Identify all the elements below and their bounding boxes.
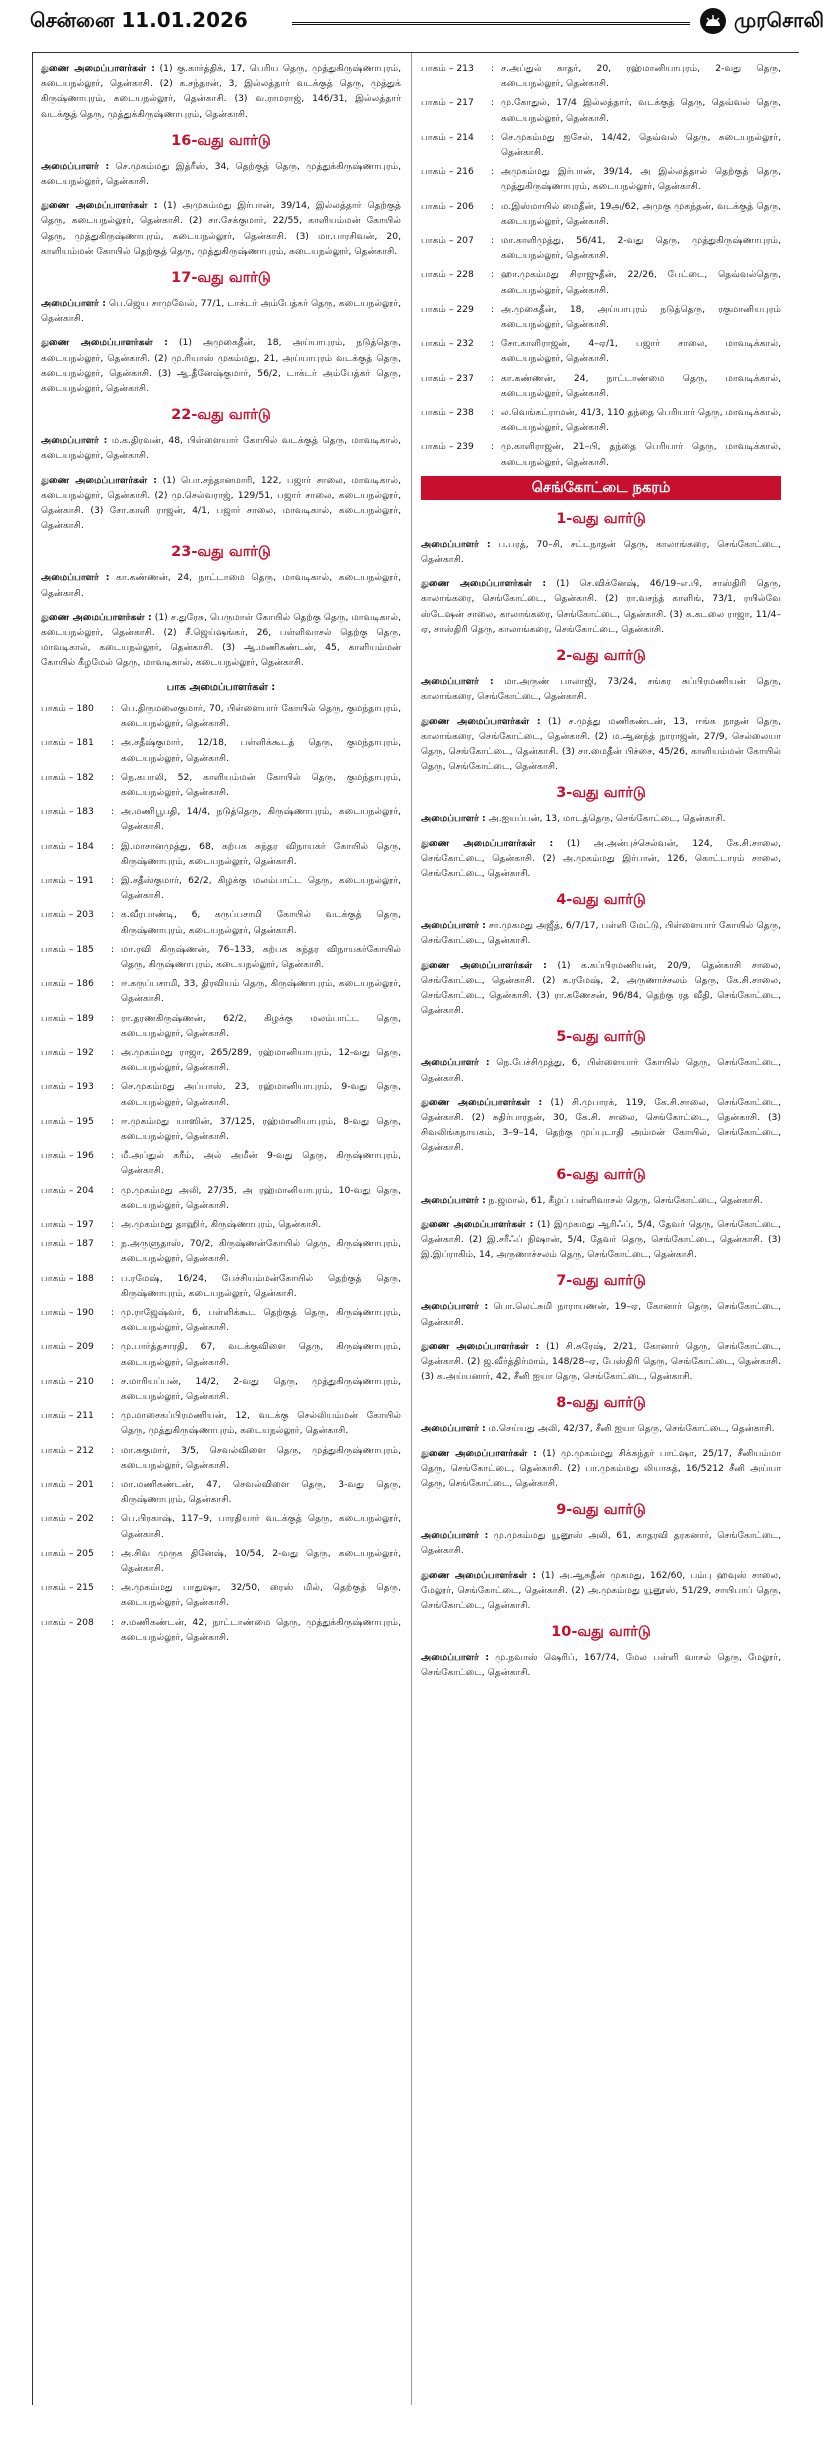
booth-row: [421, 405, 781, 435]
rising-sun-logo-icon: [700, 8, 726, 34]
appointee-entry: [41, 610, 401, 671]
booth-appointee: மா.ரவி கிருஷ்ணன், 76–133, கற்பக சுந்தர விநாயகர்கோயில் தெரு, கிருஷ்ணாபுரம், கடையநல்லூர், தென்காசி.: [121, 943, 401, 970]
appointee-details: (1) ச.முத்து மணிகண்டன், 13, ஈங்க நாதன் தெரு, காலாங்கரை, செங்கோட்டை, தென்காசி. (2) ம.ஆனந்த் நாராஜன், 27/9, செல்லையா தெரு, செங்கோட்டை, தென்காசி. (3) சா.மைதீன் பிச்சை, 45/26, காளியம்மன் கோயில் தெரு, செங்கோட்டை, தென்காசி.: [421, 715, 782, 773]
appointee-entry: [421, 1055, 781, 1085]
booth-appointee: ஹா.முகம்மது சிராஜுதீன், 22/26, பேட்டை, தெவ்வல்தெரு, கடையநல்லூர், தென்காசி.: [501, 269, 781, 296]
role-label: அமைப்பாளர் :: [421, 1423, 486, 1435]
booth-separator: :: [491, 441, 495, 453]
booth-appointee: சோ.காளிராஜன், 4–ஏ/1, பஜார் சாலை, மாவடிக்கால், கடையநல்லூர், தென்காசி.: [501, 338, 781, 365]
ward-heading: 3-வது வார்டு: [556, 785, 646, 802]
appointee-entry: [421, 714, 781, 775]
left-column: [41, 61, 401, 1649]
role-label: துணை அமைப்பாளர்கள் :: [41, 474, 157, 486]
booth-appointee: ல.வெங்கட்ராமன், 41/3, 110 தந்தை பெரியார் தெரு, மாவடிக்கால், கடையநல்லூர், தென்காசி.: [501, 407, 781, 434]
appointee-entry: [41, 159, 401, 189]
booth-row: [41, 1546, 401, 1576]
role-label: அமைப்பாளர் :: [41, 572, 110, 584]
booth-separator: :: [111, 1513, 115, 1525]
role-label: அமைப்பாளர் :: [421, 813, 486, 825]
booth-row: [41, 735, 401, 765]
city-date: சென்னை 11.01.2026: [30, 8, 248, 32]
booth-appointee: மா.மணிகண்டன், 47, செவல்விளை தெரு, 3-வது தெரு, கிருஷ்ணாபுரம், தென்காசி.: [121, 1479, 401, 1506]
booth-number: பாகம் – 185: [41, 943, 94, 955]
booth-separator: :: [491, 372, 495, 384]
booth-appointee: அ.முகம்மது பாதுஷா, 32/50, ரைஸ் மில், தெற்குத் தெரு, கடையநல்லூர், தென்காசி.: [121, 1582, 401, 1609]
appointee-entry: [421, 674, 781, 704]
role-label: துணை அமைப்பாளர்கள் :: [41, 63, 155, 74]
appointee-entry: [421, 1568, 781, 1614]
appointee-details: (1) செ.விக்னேஷ், 46/19–எ.பி, சாஸ்திரி தெரு, காலாங்கரை, செங்கோட்டை, தென்காசி. (2) ரா.வசந்த் காளிங், 73/1, ரயில்வே ஸ்டேஷன் சாலை, காலாங்கரை, செங்கோட்டை, தென்காசி. (3) க.கடலை ராஜா, 11/4–ஏ, சாஸ்திரி தெரு, காலாங்கரை, செங்கோட்டை, தென்காசி.: [421, 578, 782, 635]
role-label: அமைப்பாளர் :: [41, 160, 110, 172]
booth-row: [41, 1443, 401, 1473]
booth-number: பாகம் – 196: [41, 1150, 94, 1162]
booth-number: பாகம் – 201: [41, 1479, 94, 1491]
appointee-entry: [421, 1421, 781, 1436]
booth-separator: :: [111, 1218, 115, 1230]
booth-row: [41, 1217, 401, 1232]
appointee-entry: [421, 1339, 781, 1385]
booth-number: பாகம் – 210: [41, 1375, 94, 1387]
booth-separator: :: [491, 269, 495, 281]
appointee-details: சா.முகமது அஜீத், 6/7/17, பள்ளி மேட்டு, பிள்ளையார் கோயில் தெரு, செங்கோட்டை, தென்காசி.: [421, 920, 782, 947]
booth-row: [41, 839, 401, 869]
booth-number: பாகம் – 211: [41, 1410, 94, 1422]
booth-appointee: இ.மாசானமுத்து, 68, கற்பக சுந்தர விநாயகர் கோயில் தெரு, கிருஷ்ணாபுரம், கடையநல்லூர், தென்காசி.: [121, 840, 401, 867]
appointee-details: (1) மு.முகம்மது சிக்கந்தர் பாட்ஷா, 25/17, சீனியம்மா தெரு, செங்கோட்டை, தென்காசி. (2) பா.முகம்மது லியாகத், 16/5212 சீனி அய்யா தெரு, செங்கோட்டை, தென்காசி.: [421, 1447, 782, 1489]
appointee-details: பெ.ஜெய சாமுவேல், 77/1, டாக்டர் அம்பேத்கர் தெரு, கடையநல்லூர், தென்காசி.: [41, 298, 402, 325]
booth-number: பாகம் – 181: [41, 737, 94, 749]
ward-heading: 6-வது வார்டு: [556, 1166, 646, 1183]
booth-appointee: அ.சதீஷ்குமார், 12/18, பள்ளிக்கூடத் தெரு, குமந்தாபுரம், கடையநல்லூர், தென்காசி.: [121, 737, 401, 764]
column-divider: [411, 53, 412, 2405]
booth-number: பாகம் – 206: [421, 200, 474, 212]
booth-appointee: அமுகம்மது இர்பான், 39/14, அ இல்லத்தால் தெற்குத் தெரு, முத்துகிருஷ்ணாபுரம், கடையநல்லூர், தென்காசி.: [501, 166, 781, 193]
booth-separator: :: [491, 407, 495, 419]
appointee-details: (1) இமுகமது ஆரிஃப், 5/4, தேவர் தெரு, செங்கோட்டை, தென்காசி. (2) இ.சரீஃப் நிஷான், 5/4, தேவர் தெரு, செங்கோட்டை, தென்காசி. (3) இ.இப்ராகிம், 14, அருணாச்சலம் தெரு, செங்கோட்டை, தென்காசி.: [421, 1218, 781, 1261]
appointee-details: ப.பரத், 70–சி, சட்டநாதன் தெரு, காலாங்கரை, செங்கோட்டை, தென்காசி.: [421, 538, 782, 566]
appointee-entry: [421, 1446, 781, 1492]
booth-separator: :: [111, 1444, 115, 1456]
role-label: அமைப்பாளர் :: [421, 1194, 486, 1206]
appointee-details: நெ.பேச்சிமுத்து, 6, பிள்ளையார் கோயில் தெரு, செங்கோட்டை, தென்காசி.: [421, 1057, 782, 1084]
appointee-entry: [421, 811, 781, 826]
appointee-details: மு.முகம்மது யூனூஸ் அலி, 61, காதரவி தரகனார், செங்கோட்டை, தென்காசி.: [421, 1530, 781, 1557]
booth-separator: :: [111, 1012, 115, 1024]
booth-number: பாகம் – 208: [41, 1616, 94, 1628]
booth-number: பாகம் – 189: [41, 1012, 94, 1024]
booth-separator: :: [111, 1410, 115, 1422]
role-label: துணை அமைப்பாளர்கள் :: [421, 1340, 540, 1352]
booth-row: [421, 95, 781, 125]
booth-separator: :: [111, 1479, 115, 1491]
booth-number: பாகம் – 238: [421, 407, 474, 419]
booth-row: [41, 1477, 401, 1507]
booth-row: [41, 1183, 401, 1213]
booth-appointee: செ.முகம்மது அப்பாஸ், 23, ரஹ்மானியாபுரம், 9-வது தெரு, கடையநல்லூர், தென்காசி.: [121, 1081, 401, 1108]
booth-number: பாகம் – 186: [41, 978, 94, 990]
ward-heading: 8-வது வார்டு: [556, 1395, 646, 1412]
booth-separator: :: [491, 235, 495, 247]
booth-number: பாகம் – 197: [41, 1218, 94, 1230]
appointee-entry: [41, 433, 401, 463]
appointee-entry: [421, 918, 781, 948]
appointee-entry: [421, 1299, 781, 1329]
booth-appointee: கா.கண்ணன், 24, நாட்டாண்மை தெரு, மாவடிக்கால், கடையநல்லூர், தென்காசி.: [501, 372, 781, 399]
booth-appointee: மு.மாசைகப்பிரமணியன், 12, வடக்கு செல்லியம்மன் கோயில் தெரு, முத்துகிருஷ்ணாபுரம், கடையநல்லூர், தென்காசி.: [121, 1410, 401, 1437]
booth-appointee: மா.சுகுமார், 3/5, செவல்விளை தெரு, முத்துகிருஷ்ணாபுரம், கடையநல்லூர், தென்காசி.: [121, 1444, 401, 1471]
booth-separator: :: [491, 166, 495, 178]
booth-row: [41, 1615, 401, 1645]
appointee-entry: [41, 198, 401, 259]
booth-number: பாகம் – 214: [421, 131, 474, 143]
booth-number: பாகம் – 232: [421, 338, 474, 350]
role-label: துணை அமைப்பாளர்கள் :: [421, 1447, 537, 1459]
appointee-details: (1) அ.ஆசுதீன் முகமது, 162/60, பம்பு ஹவுஸ் சாலை, மேலூர், செங்கோட்டை, தென்காசி. (2) அ.முகம்மது யூனூஸ், 51/29, சாயிபாப் தெரு, செங்கோட்டை, தென்காசி.: [421, 1569, 782, 1612]
booth-separator: :: [111, 1375, 115, 1387]
booth-row: [41, 804, 401, 834]
booth-appointee: க.வீரபாண்டி, 6, கருப்பசாமி கோயில் வடக்குத் தெரு, கிருஷ்ணாபுரம், கடையநல்லூர், தென்காசி.: [121, 909, 401, 936]
booth-separator: :: [491, 303, 495, 315]
booth-number: பாகம் – 195: [41, 1115, 94, 1127]
appointee-details: கா.கண்ணன், 24, நாட்டாமை தெரு, மாவடிகால், கடையநல்லூர், தென்காசி.: [41, 572, 401, 599]
booth-separator: :: [111, 978, 115, 990]
appointee-details: ம.க.திரவன், 48, பிள்ளையார் கோயில் வடக்குத் தெரு, மாவடிகால், கடையநல்லூர், தென்காசி.: [41, 435, 402, 462]
booth-separator: :: [111, 840, 115, 852]
booth-row: [41, 1408, 401, 1438]
booth-separator: :: [111, 1238, 115, 1250]
role-label: துணை அமைப்பாளர்கள் :: [421, 1218, 534, 1230]
booth-number: பாகம் – 180: [41, 702, 94, 714]
booth-row: [41, 770, 401, 800]
ward-heading: 9-வது வார்டு: [556, 1502, 646, 1519]
booth-appointee: நெ.கபாலி, 52, காளியம்மன் கோயில் தெரு, குமந்தாபுரம், கடையநல்லூர், தென்காசி.: [121, 771, 401, 798]
booth-row: [41, 1374, 401, 1404]
booth-appointee: அ.முகைதீன், 18, அய்யாபுரம் நடுத்தெரு, ரகுமானியபுரம் கடையநல்லூர், தென்காசி.: [501, 303, 781, 331]
booth-number: பாகம் – 239: [421, 441, 474, 453]
booth-appointee: செ.முகம்மது ஐசேல், 14/42, தெவ்வல் தெரு, கடையநல்லூர், தென்காசி.: [501, 131, 781, 159]
announcement-sheet: [32, 52, 799, 2405]
appointee-details: ம.செய்யது அலி, 42/37, சீனி ஐயா தெரு, செங்கோட்டை, தென்காசி.: [488, 1423, 775, 1435]
appointee-details: (1) அ.அன்புச்செல்வன், 124, கே.சி.சாலை, செங்கோட்டை, தென்காசி. (2) அ.முகம்மது இர்பான், 126, கொட்டாரம் சாலை, செங்கோட்டை, தென்காசி.: [421, 837, 781, 879]
booth-separator: :: [111, 1341, 115, 1353]
appointee-entry: [41, 570, 401, 600]
ward-heading: 16-வது வார்டு: [171, 132, 271, 149]
booth-appointee: ச.மாரியப்பன், 14/2, 2-வது தெரு, முத்துகிருஷ்ணாபுரம், கடையநல்லூர், தென்காசி.: [121, 1375, 401, 1403]
booth-separator: :: [111, 771, 115, 783]
role-label: அமைப்பாளர் :: [41, 435, 108, 447]
role-label: துணை அமைப்பாளர்கள் :: [421, 715, 541, 727]
booth-appointee: ச.அப்துல் காதர், 20, ரஹ்மானியாபுரம், 2-வது தெரு, கடையநல்லூர், தென்காசி.: [501, 63, 781, 90]
right-column: [421, 61, 781, 1690]
booth-row: [41, 1271, 401, 1301]
booth-separator: :: [111, 874, 115, 886]
booth-row: [421, 233, 781, 263]
ward-heading: 5-வது வார்டு: [556, 1029, 646, 1046]
booth-appointee: ம.இஸ்மாயில் மைதீன், 19அ/62, அமுகு முகந்தன், வடக்குத் தெரு, கடையநல்லூர், தென்காசி.: [501, 200, 781, 227]
booth-row: [41, 1305, 401, 1335]
role-label: துணை அமைப்பாளர்கள் :: [41, 611, 152, 623]
booth-appointee: மு.கோதுல், 17/4 இல்லத்தார், வடக்குத் தெரு, தெவ்வல் தெரு, கடையநல்லூர், தென்காசி.: [501, 97, 781, 124]
booth-appointee: அ.மணிபூபதி, 14/4, நடுத்தெரு, கிருஷ்ணாபுரம், கடையநல்லூர், தென்காசி.: [121, 806, 401, 833]
booth-number: பாகம் – 203: [41, 909, 94, 921]
booth-appointee: ந.அருளுதாஸ், 70/2, கிருஷ்ணன்கோயில் தெரு, கிருஷ்ணாபுரம், கடையநல்லூர், தென்காசி.: [121, 1238, 401, 1265]
booth-row: [41, 976, 401, 1006]
booth-appointee: பெ.திருமலைகுமார், 70, பிள்ளையார் கோயில் தெரு, குமந்தாபுரம், கடையநல்லூர், தென்காசி.: [121, 702, 401, 730]
ward-heading: 10-வது வார்டு: [551, 1624, 651, 1641]
ward-heading: 4-வது வார்டு: [556, 892, 646, 909]
booth-row: [421, 130, 781, 160]
booth-row: [41, 1511, 401, 1541]
booth-number: பாகம் – 237: [421, 372, 474, 384]
appointee-entry: [421, 537, 781, 567]
booth-separator: :: [111, 1184, 115, 1196]
appointee-details: பொ.லெட்சுமி நாராயணன், 19–ஏ, கோனார் தெரு, செங்கோட்டை, தென்காசி.: [421, 1301, 782, 1328]
booth-number: பாகம் – 182: [41, 771, 94, 783]
role-label: அமைப்பாளர் :: [421, 676, 494, 688]
booth-number: பாகம் – 190: [41, 1307, 94, 1318]
booth-appointee: ச.மணிகண்டன், 42, நாட்டாண்மை தெரு, முத்துக்கிருஷ்ணாபுரம், கடையநல்லூர், தென்காசி.: [121, 1616, 401, 1643]
appointee-details: (1) ச.துரேசு, பெருமாள் கோயில் தெற்கு தெரு, மாவடிகால், கடையநல்லூர், தென்காசி. (2) சீ.ஜெய்ஷங்கர், 26, பள்ளிவாசல் தெற்கு தெரு, மாவடிகால், கடையநல்லூர், தென்காசி. (3) ஆ.மணிகண்டன், 45, காளியம்மன் கோயில் கீழமேல் தெரு, மாவடிகால், கடையநல்லூர், தென்காசி.: [41, 611, 402, 669]
booth-number: பாகம் – 183: [41, 806, 94, 818]
ward-heading: 22-வது வார்டு: [171, 407, 271, 424]
booth-row: [41, 873, 401, 903]
booth-separator: :: [111, 1616, 115, 1628]
booth-row: [421, 371, 781, 401]
appointee-details: (1) க.கப்பிரமணியன், 20/9, தென்காசி சாலை, செங்கோட்டை, தென்காசி. (2) க.ரமேஷ், 2, அருணாச்சலம் தெரு, கே.சி.சாலை, செங்கோட்டை, தென்காசி. (3) ரா.கணேசன், 96/84, தெற்கு ரத வீதி, செங்கோட்டை, தென்காசி.: [421, 959, 781, 1017]
booth-separator: :: [491, 131, 495, 143]
role-label: அமைப்பாளர் :: [41, 298, 106, 310]
booth-separator: :: [111, 1081, 115, 1093]
booth-appointee: ஈ.கருப்பசாமி, 33, திரவியம் தெரு, கிருஷ்ணாபுரம், கடையநல்லூர், தென்காசி.: [121, 978, 401, 1005]
appointee-entry: [41, 473, 401, 534]
role-label: துணை அமைப்பாளர்கள் :: [41, 337, 168, 349]
booth-separator: :: [491, 338, 495, 350]
appointee-entry: [421, 1528, 781, 1558]
booth-row: [421, 199, 781, 229]
booth-appointee: மு.பார்த்தசாரதி, 67, வடக்குவிளை தெரு, கிருஷ்ணாபுரம், கடையநல்லூர், தென்காசி.: [121, 1341, 401, 1368]
booth-row: [41, 1236, 401, 1266]
role-label: துணை அமைப்பாளர்கள் :: [421, 1569, 537, 1581]
booth-separator: :: [111, 737, 115, 749]
masthead: [0, 0, 824, 44]
appointee-details: (1) பொ.சந்தானமாரி, 122, பஜார் சாலை, மாவடிகால், கடையநல்லூர், தென்காசி. (2) மு.செல்வராஜ், 129/51, பஜார் சாலை, கடையநல்லூர், தென்காசி. (3) சோ.காளி ராஜன், 4/1, பஜார் சாலை, மாவடிகால், கடையநல்லூர், தென்காசி.: [41, 474, 402, 532]
role-label: அமைப்பாளர் :: [421, 1057, 490, 1069]
ward-heading: 23-வது வார்டு: [171, 544, 271, 561]
appointee-details: மா.அருண் பாலாஜி, 73/24, சங்கர சுப்பிரமணியன் தெரு, காலாங்கரை, செங்கோட்டை, தென்காசி.: [421, 676, 781, 703]
booth-separator: :: [111, 806, 115, 818]
appointee-entry: [421, 958, 781, 1019]
ward-heading: 17-வது வார்டு: [171, 270, 271, 287]
appointee-entry: [421, 836, 781, 882]
booth-number: பாகம் – 209: [41, 1341, 94, 1353]
role-label: அமைப்பாளர் :: [421, 1530, 489, 1542]
booth-number: பாகம் – 228: [421, 269, 474, 281]
booth-row: [41, 1148, 401, 1178]
booth-separator: :: [111, 1582, 115, 1594]
booth-separator: :: [111, 1046, 115, 1058]
role-label: அமைப்பாளர் :: [421, 1301, 489, 1313]
booth-number: பாகம் – 215: [41, 1582, 94, 1594]
role-label: துணை அமைப்பாளர்கள் :: [421, 578, 546, 590]
booth-appointee: அ.முகம்மது தாஹிர், கிருஷ்ணாபுரம், தென்காசி.: [121, 1218, 322, 1230]
booth-row: [421, 439, 781, 469]
ward-heading: 7-வது வார்டு: [556, 1273, 646, 1290]
appointee-entry: [421, 576, 781, 637]
booth-number: பாகம் – 187: [41, 1238, 94, 1250]
appointee-details: செ.முகம்மது இத்ரீஸ், 34, தெற்குத் தெரு, முத்துக்கிருஷ்ணாபுரம், கடையநல்லூர், தென்காசி.: [41, 160, 402, 188]
booth-separator: :: [111, 1272, 115, 1284]
booth-row: [421, 302, 781, 332]
ward-heading: 1-வது வார்டு: [556, 510, 646, 527]
booth-number: பாகம் – 205: [41, 1547, 94, 1559]
booth-separator: :: [491, 200, 495, 212]
booth-separator: :: [111, 1547, 115, 1559]
booth-number: பாகம் – 192: [41, 1046, 94, 1058]
role-label: துணை அமைப்பாளர்கள் :: [421, 1096, 543, 1108]
booth-separator: :: [111, 1150, 115, 1162]
booth-appointee: மீ.அப்துல் கரீம், அல் அமீன் 9-வது தெரு, கிருஷ்ணாபுரம், தென்காசி.: [121, 1150, 401, 1177]
booth-row: [421, 267, 781, 297]
booth-number: பாகம் – 184: [41, 840, 94, 852]
booth-number: பாகம் – 213: [421, 63, 474, 74]
booth-number: பாகம் – 207: [421, 235, 474, 247]
booth-appointee: மு.ராஜேஷ்வர், 6, பள்ளிக்கூட தெற்குத் தெரு, கிருஷ்ணாபுரம், கடையநல்லூர், தென்காசி.: [121, 1307, 401, 1334]
appointee-details: அ.ஐயப்பன், 13, மாடத்தெரு, செங்கோட்டை, தென்காசி.: [488, 813, 726, 825]
booth-row: [41, 907, 401, 937]
booth-number: பாகம் – 204: [41, 1184, 94, 1196]
booth-row: [421, 164, 781, 194]
booth-number: பாகம் – 217: [421, 97, 474, 109]
appointee-entry: [41, 335, 401, 396]
masthead-rule: [292, 22, 690, 25]
booth-number: பாகம் – 193: [41, 1081, 94, 1093]
booth-row: [41, 1079, 401, 1109]
booth-row: [41, 1011, 401, 1041]
booth-appointee: மா.காளிமுத்து, 56/41, 2-வது தெரு, முத்துகிருஷ்ணாபுரம், கடையநல்லூர், தென்காசி.: [501, 235, 781, 262]
booth-number: பாகம் – 191: [41, 874, 94, 886]
appointee-entry: [421, 1193, 781, 1208]
booth-row: [41, 1045, 401, 1075]
booth-row: [41, 1114, 401, 1144]
appointee-entry: [421, 1095, 781, 1156]
appointee-details: மு.நவாஸ் ஷெரிப், 167/74, மேல பள்ளி வாசல் தெரு, மேலூர், செங்கோட்டை, தென்காசி.: [421, 1652, 781, 1679]
appointee-entry: [421, 1650, 781, 1680]
booth-appointee: ஈ.முகம்மது யாஸின், 37/125, ரஹ்மானியாபுரம், 8-வது தெரு, கடையநல்லூர், தென்காசி.: [121, 1115, 401, 1142]
booth-row: [41, 1580, 401, 1610]
booth-appointee: மு.முகம்மது அலி, 27/35, அ ரஹ்மானியாபுரம், 10-வது தெரு, கடையநல்லூர், தென்காசி.: [121, 1184, 401, 1211]
sun-rays-icon: [705, 14, 721, 28]
appointee-details: (1) சி.சுரேஷ், 2/21, கோனார் தெரு, செங்கோட்டை, தென்காசி. (2) ஜ.வீர்த்திர்மாம், 148/28–ஏ, பேஸ்திரி தெரு, செங்கோட்டை, தென்காசி. (3) க.அய்யனார், 42, சீனி ஐயா தெரு, செங்கோட்டை, தென்காசி.: [421, 1340, 781, 1383]
town-banner: செங்கோட்டை நகரம்: [421, 476, 781, 500]
booth-section-heading: பாக அமைப்பாளர்கள் :: [166, 681, 276, 693]
booth-row: [41, 942, 401, 972]
booth-appointee: மு.காளிராஜன், 21–பி, தந்தை பெரியார் தெரு, மாவடிக்கால், கடையநல்லூர், தென்காசி.: [501, 441, 781, 468]
booth-number: பாகம் – 229: [421, 303, 474, 315]
booth-separator: :: [111, 943, 115, 955]
appointee-details: (1) கு.கார்த்திக், 17, பெரிய தெரு, முத்துகிருஷ்ணாபுரம், கடையநல்லூர், தென்காசி. (2) க.சந்தான், 3, இல்லத்தார் வடக்குத் தெரு, முத்துக் கிருஷ்ணாபுரம், கடையநல்லூர், தென்காசி. (3) வ.ராமராஜ், 146/31, இல்லத்தார் வடக்குத் தெரு, முத்துக்கிருஷ்ணாபுரம், தென்காசி.: [41, 63, 402, 120]
booth-separator: :: [111, 1307, 115, 1318]
appointee-details: (1) சி.முபாரக், 119, கே.சி.சாலை, செங்கோட்டை, தென்காசி. (2) சுதிர்பாரதன், 30, கே.சி. சாலை, செங்கோட்டை, தென்காசி. (3) சிவலிங்கநாயகம், 3–9–14, தெற்கு முப்புடாதி அம்மன் கோயில், செங்கோட்டை, தென்காசி.: [421, 1096, 781, 1154]
booth-row: [41, 1339, 401, 1369]
role-label: அமைப்பாளர் :: [421, 1652, 490, 1664]
booth-separator: :: [491, 97, 495, 109]
appointee-details: (1) அமுகம்மது இர்பான், 39/14, இல்லத்தார் தெற்குத் தெரு, கடையநல்லூர், தென்காசி. (2) சா.சேக்குமார், 22/55, காளியம்மன் கோயில் தெரு, முத்துகிருஷ்ணாபுரம், கடையநல்லூர், தென்காசி. (3) மா.பாரசிவன், 20, காளியம்மன் கோயில் தெற்குத் தெரு, முத்துகிருஷ்ணாபுரம், கடையநல்லூர், தென்காசி.: [41, 200, 401, 257]
booth-number: பாகம் – 202: [41, 1513, 94, 1525]
appointee-details: ந.ஜமால், 61, கீழப் பள்ளிவாசல் தெரு, செங்கோட்டை, தென்காசி.: [488, 1194, 763, 1206]
booth-separator: :: [491, 63, 495, 74]
booth-appointee: அ.முகம்மது ராஜா, 265/289, ரஹ்மானியாபுரம், 12-வது தெரு, கடையநல்லூர், தென்காசி.: [121, 1046, 401, 1074]
appointee-details: (1) அமுகைதீன், 18, அய்யாபுரம், நடுத்தெரு, கடையநல்லூர், தென்காசி. (2) மு.ரியாஸ் முகம்மது, 21, அய்யாபுரம் வடக்குத் தெரு, கடையநல்லூர், தென்காசி. (3) ஆ.தீனேஷ்குமார், 56/2, டாக்டர் அம்பேத்கர் தெரு, கடையநல்லூர், தென்காசி.: [41, 337, 401, 395]
booth-row: [41, 701, 401, 731]
appointee-entry: [41, 296, 401, 326]
role-label: துணை அமைப்பாளர்கள் :: [421, 959, 547, 971]
booth-number: பாகம் – 188: [41, 1272, 94, 1284]
booth-row: [421, 61, 781, 91]
appointee-entry: [421, 1217, 781, 1263]
role-label: துணை அமைப்பாளர்கள் :: [421, 837, 554, 849]
booth-row: [421, 336, 781, 366]
booth-separator: :: [111, 909, 115, 921]
role-label: அமைப்பாளர் :: [421, 538, 491, 550]
booth-appointee: ப.ரமேஷ், 16/24, பேச்சியம்மன்கோயில் தெற்குத் தெரு, கிருஷ்ணாபுரம், கடையநல்லூர், தென்காசி.: [121, 1272, 401, 1299]
role-label: துணை அமைப்பாளர்கள் :: [41, 200, 158, 212]
booth-number: பாகம் – 216: [421, 166, 474, 178]
booth-appointee: ரா.தரணகிருஷ்ணன், 62/2, கிழக்கு மலம்பாட்ட தெரு, கடையநல்லூர், தென்காசி.: [121, 1012, 401, 1039]
booth-number: பாகம் – 212: [41, 1444, 94, 1456]
booth-appointee: அ.சிவ முருக தினேஷ், 10/54, 2-வது தெரு, கடையநல்லூர், தென்காசி.: [121, 1547, 401, 1575]
booth-appointee: இ.சதீஸ்குமார், 62/2, கிழக்கு மலம்பாட்ட தெரு, கடையநல்லூர், தென்காசி.: [121, 874, 401, 902]
booth-separator: :: [111, 1115, 115, 1127]
role-label: அமைப்பாளர் :: [421, 920, 486, 932]
appointee-entry: [41, 61, 401, 122]
booth-appointee: பெ.பிரகாஷ், 117–9, பாரதியார் வடக்குத் தெரு, கடையநல்லூர், தென்காசி.: [121, 1513, 401, 1540]
ward-heading: 2-வது வார்டு: [556, 648, 646, 665]
newspaper-name: முரசொலி: [734, 8, 824, 32]
booth-separator: :: [111, 702, 115, 714]
